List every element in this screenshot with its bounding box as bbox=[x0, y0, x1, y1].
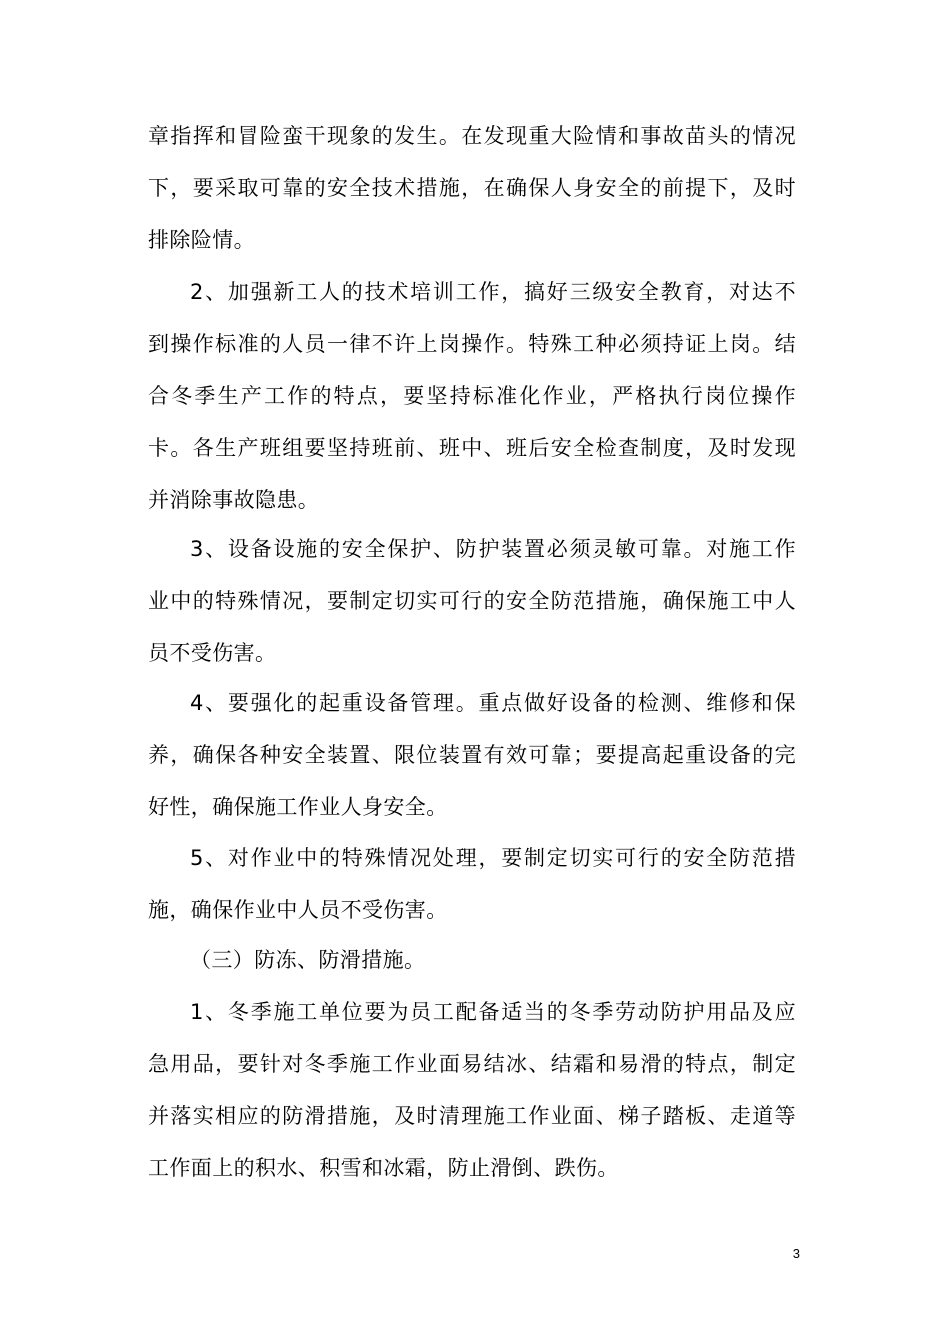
text-line: 合冬季生产工作的特点，要坚持标准化作业，严格执行岗位操作 bbox=[148, 384, 796, 408]
text-line: 章指挥和冒险蛮干现象的发生。在发现重大险情和事故苗头的情况 bbox=[148, 124, 796, 148]
page-number: 3 bbox=[792, 1246, 800, 1261]
text-line: 并落实相应的防滑措施，及时清理施工作业面、梯子踏板、走道等 bbox=[148, 1104, 796, 1128]
text-line: 下，要采取可靠的安全技术措施，在确保人身安全的前提下，及时 bbox=[148, 176, 796, 200]
text-line: 施，确保作业中人员不受伤害。 bbox=[148, 898, 448, 922]
text-line: 急用品，要针对冬季施工作业面易结冰、结霜和易滑的特点，制定 bbox=[148, 1052, 796, 1076]
text-line: 5、对作业中的特殊情况处理，要制定切实可行的安全防范措 bbox=[190, 846, 796, 870]
text-line: 卡。各生产班组要坚持班前、班中、班后安全检查制度，及时发现 bbox=[148, 436, 796, 460]
text-line: 养，确保各种安全装置、限位装置有效可靠；要提高起重设备的完 bbox=[148, 743, 796, 767]
section-heading: （三）防冻、防滑措施。 bbox=[190, 948, 426, 972]
text-line: 3、设备设施的安全保护、防护装置必须灵敏可靠。对施工作 bbox=[190, 537, 796, 561]
text-line: 并消除事故隐患。 bbox=[148, 488, 320, 512]
text-line: 业中的特殊情况，要制定切实可行的安全防范措施，确保施工中人 bbox=[148, 589, 796, 613]
text-line: 排除险情。 bbox=[148, 228, 255, 252]
text-line: 4、要强化的起重设备管理。重点做好设备的检测、维修和保 bbox=[190, 691, 796, 715]
text-line: 员不受伤害。 bbox=[148, 641, 277, 665]
text-line: 2、加强新工人的技术培训工作，搞好三级安全教育，对达不 bbox=[190, 280, 796, 304]
text-line: 到操作标准的人员一律不许上岗操作。特殊工种必须持证上岗。结 bbox=[148, 332, 796, 356]
text-line: 工作面上的积水、积雪和冰霜，防止滑倒、跌伤。 bbox=[148, 1156, 619, 1180]
text-line: 好性，确保施工作业人身安全。 bbox=[148, 795, 448, 819]
text-line: 1、冬季施工单位要为员工配备适当的冬季劳动防护用品及应 bbox=[190, 1000, 796, 1024]
